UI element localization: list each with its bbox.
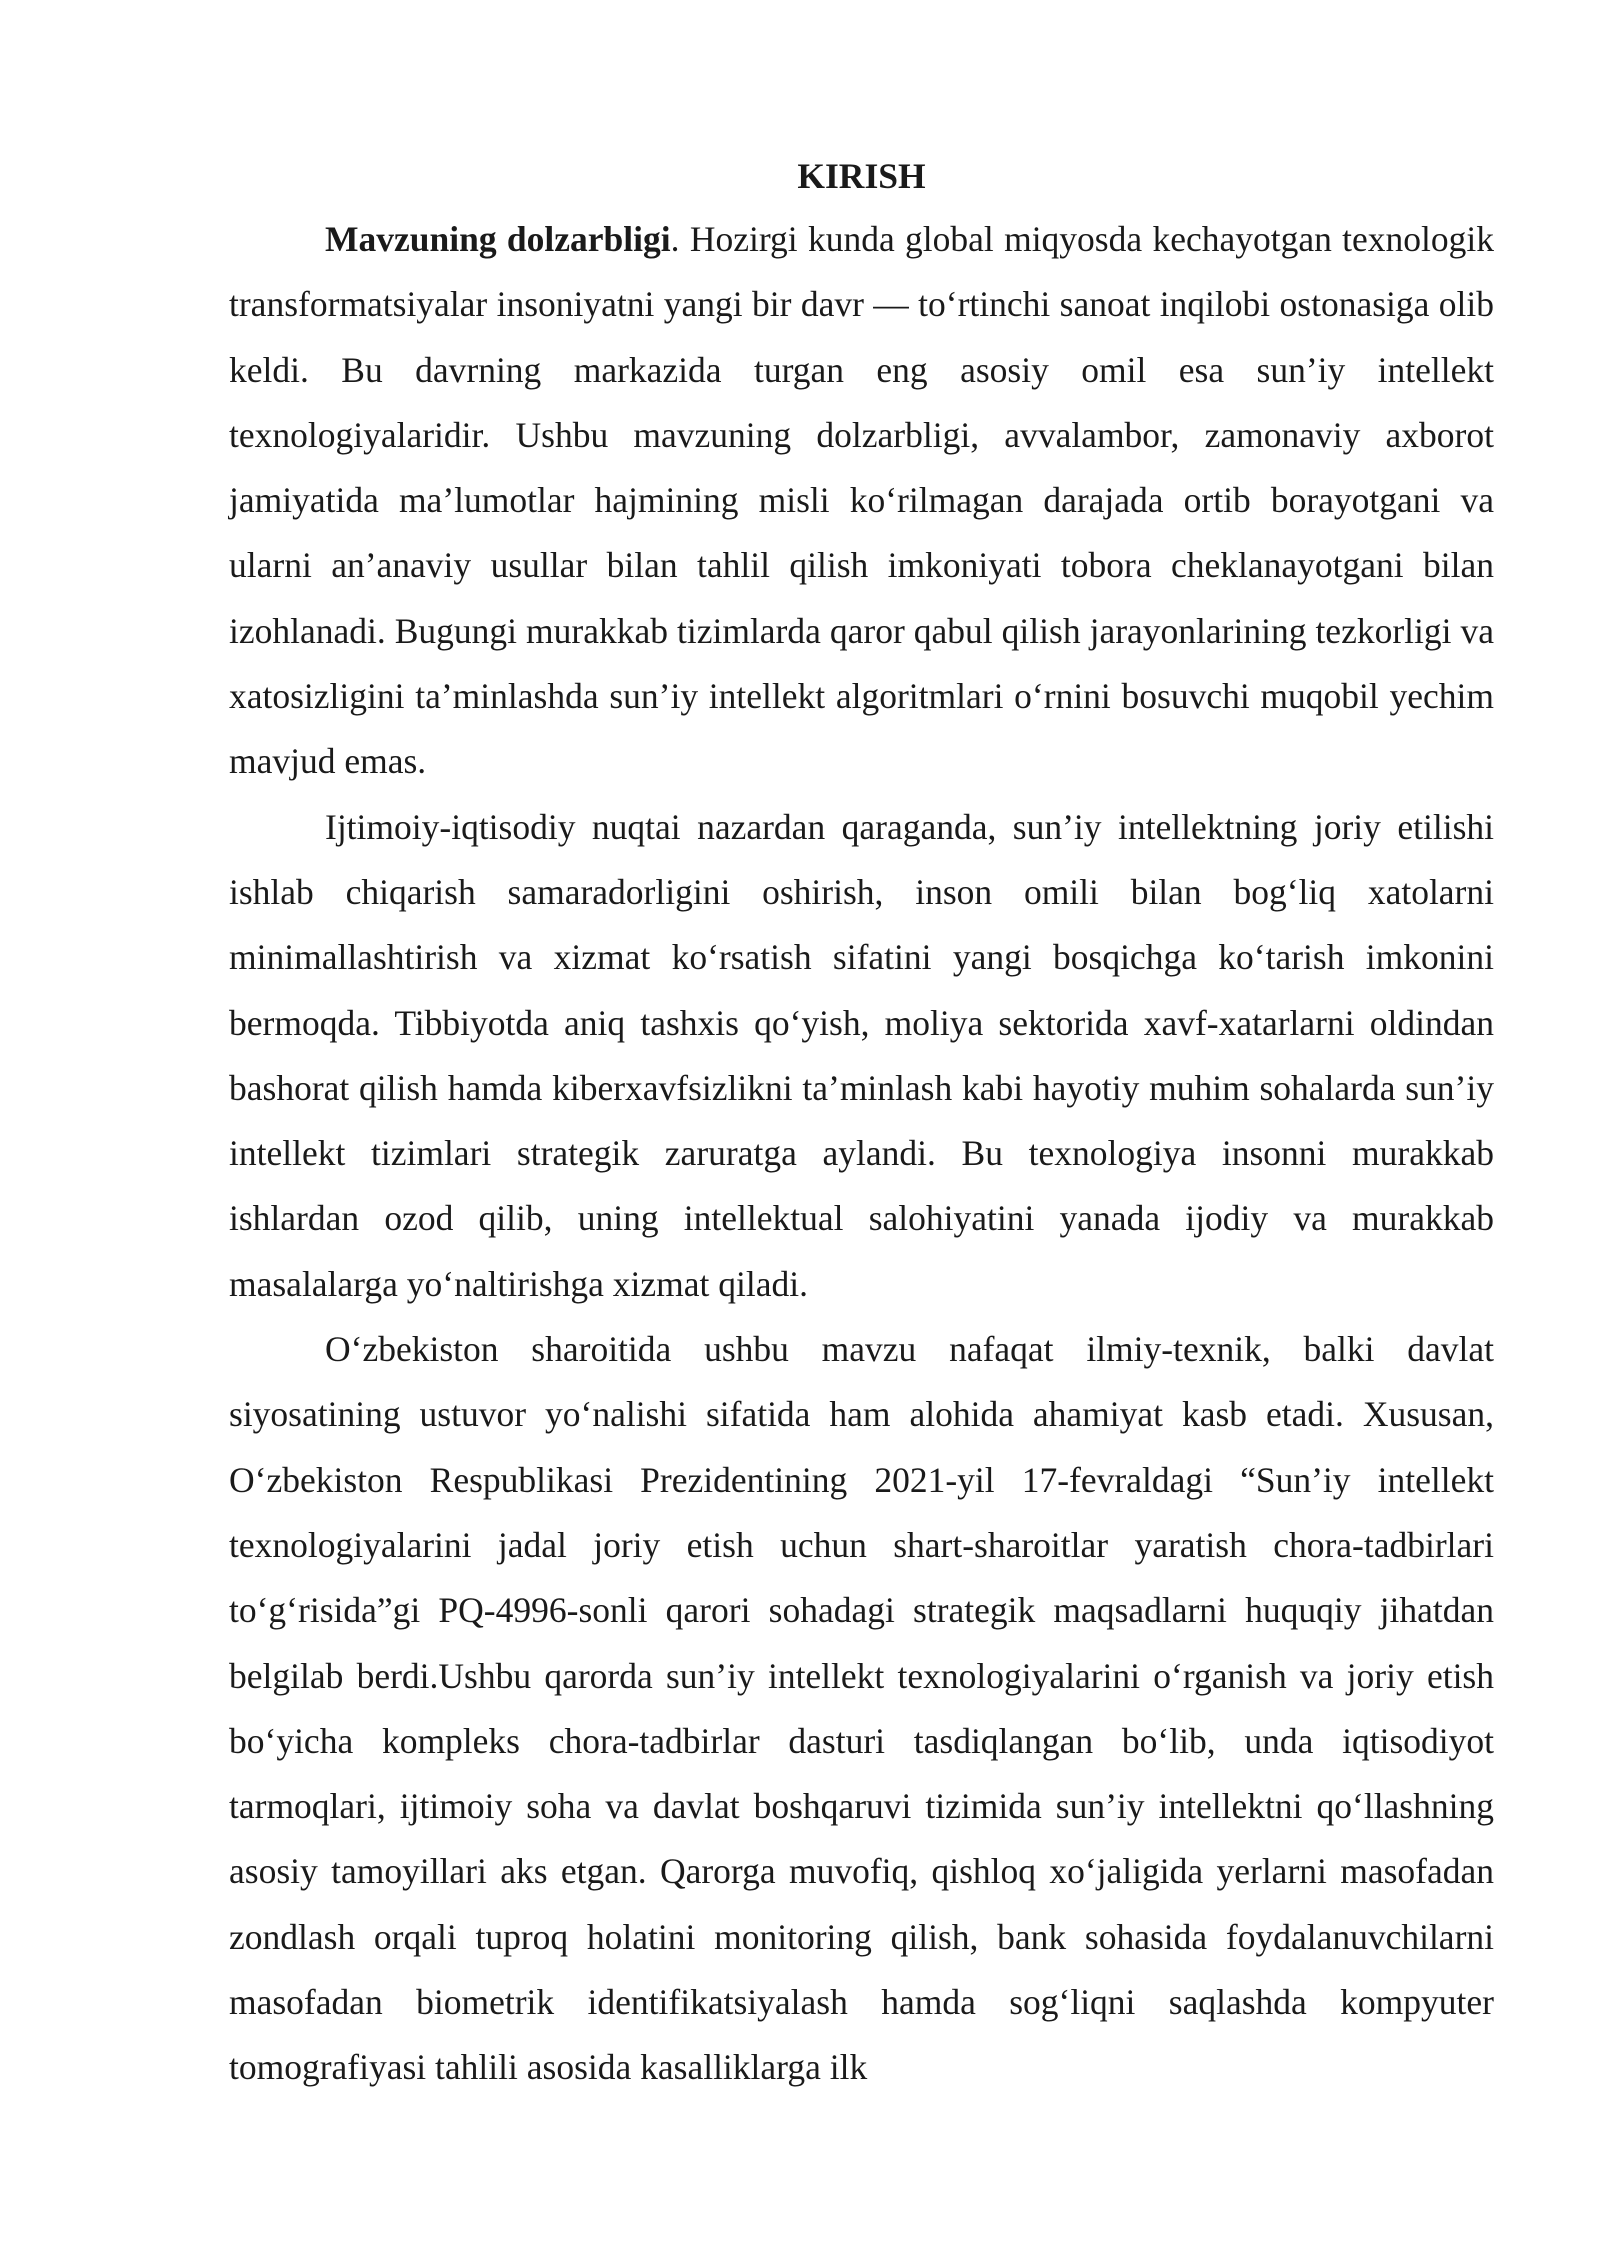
paragraph-uzbekistan: [229, 1317, 1494, 2101]
paragraph-socio-economic: [229, 795, 1494, 1317]
paragraph-text: . Hozirgi kunda global miqyosda kechayotgan texnologik transformatsiyalar insoniyatni yangi bir davr — to‘rtinchi sanoat inqilobi ostonasiga olib keldi. Bu davrning markazida turgan eng asosiy omil esa sun’iy intellekt texnologiyalaridir. Ushbu mavzuning dolzarbligi, avvalambor, zamonaviy axborot jamiyatida ma’lumotlar hajmining misli ko‘rilmagan darajada ortib borayotgani va ularni an’anaviy usullar bilan tahlil qilish imkoniyati tobora cheklanayotgani bilan izohlanadi. Bugungi murakkab tizimlarda qaror qabul qilish jarayonlarining tezkorligi va xatosizligini ta’minlashda sun’iy intellekt algoritmlari o‘rnini bosuvchi muqobil yechim mavjud emas.: [229, 219, 1495, 782]
paragraph-relevance: [229, 207, 1494, 795]
page-title: KIRISH: [797, 156, 926, 196]
document-body: [229, 145, 1494, 2101]
paragraph-text: O‘zbekiston sharoitida ushbu mavzu nafaqat ilmiy-texnik, balki davlat siyosatining ustuvor yo‘nalishi sifatida ham alohida ahamiyat kasb etadi. Xususan, O‘zbekiston Respublikasi Prezidentining 2021-yil 17-fevraldagi “Sun’iy intellekt texnologiyalarini jadal joriy etish uchun shart-sharoitlar yaratish chora-tadbirlari to‘g‘risida”gi PQ-4996-sonli qarori sohadagi strategik maqsadlarni huquqiy jihatdan belgilab berdi.Ushbu qarorda sun’iy intellekt texnologiyalarini o‘rganish va joriy etish bo‘yicha kompleks chora-tadbirlar dasturi tasdiqlangan bo‘lib, unda iqtisodiyot tarmoqlari, ijtimoiy soha va davlat boshqaruvi tizimida sun’iy intellektni qo‘llashning asosiy tamoyillari aks etgan. Qarorga muvofiq, qishloq xo‘jaligida yerlarni masofadan zondlash orqali tuproq holatini monitoring qilish, bank sohasida foydalanuvchilarni masofadan biometrik identifikatsiyalash hamda sog‘liqni saqlashda kompyuter tomografiyasi tahlili asosida kasalliklarga ilk: [229, 1329, 1494, 2088]
paragraph-text: Ijtimoiy-iqtisodiy nuqtai nazardan qaraganda, sun’iy intellektning joriy etilishi ishlab chiqarish samaradorligini oshirish, inson omili bilan bog‘liq xatolarni minimallashtirish va xizmat ko‘rsatish sifatini yangi bosqichga ko‘tarish imkonini bermoqda. Tibbiyotda aniq tashxis qo‘yish, moliya sektorida xavf-xatarlarni oldindan bashorat qilish hamda kiberxavfsizlikni ta’minlash kabi hayotiy muhim sohalarda sun’iy intellekt tizimlari strategik zaruratga aylandi. Bu texnologiya insonni murakkab ishlardan ozod qilib, uning intellektual salohiyatini yanada ijodiy va murakkab masalalarga yo‘naltirishga xizmat qiladi.: [229, 806, 1494, 1304]
paragraph-lead: Mavzuning dolzarbligi: [325, 219, 671, 259]
